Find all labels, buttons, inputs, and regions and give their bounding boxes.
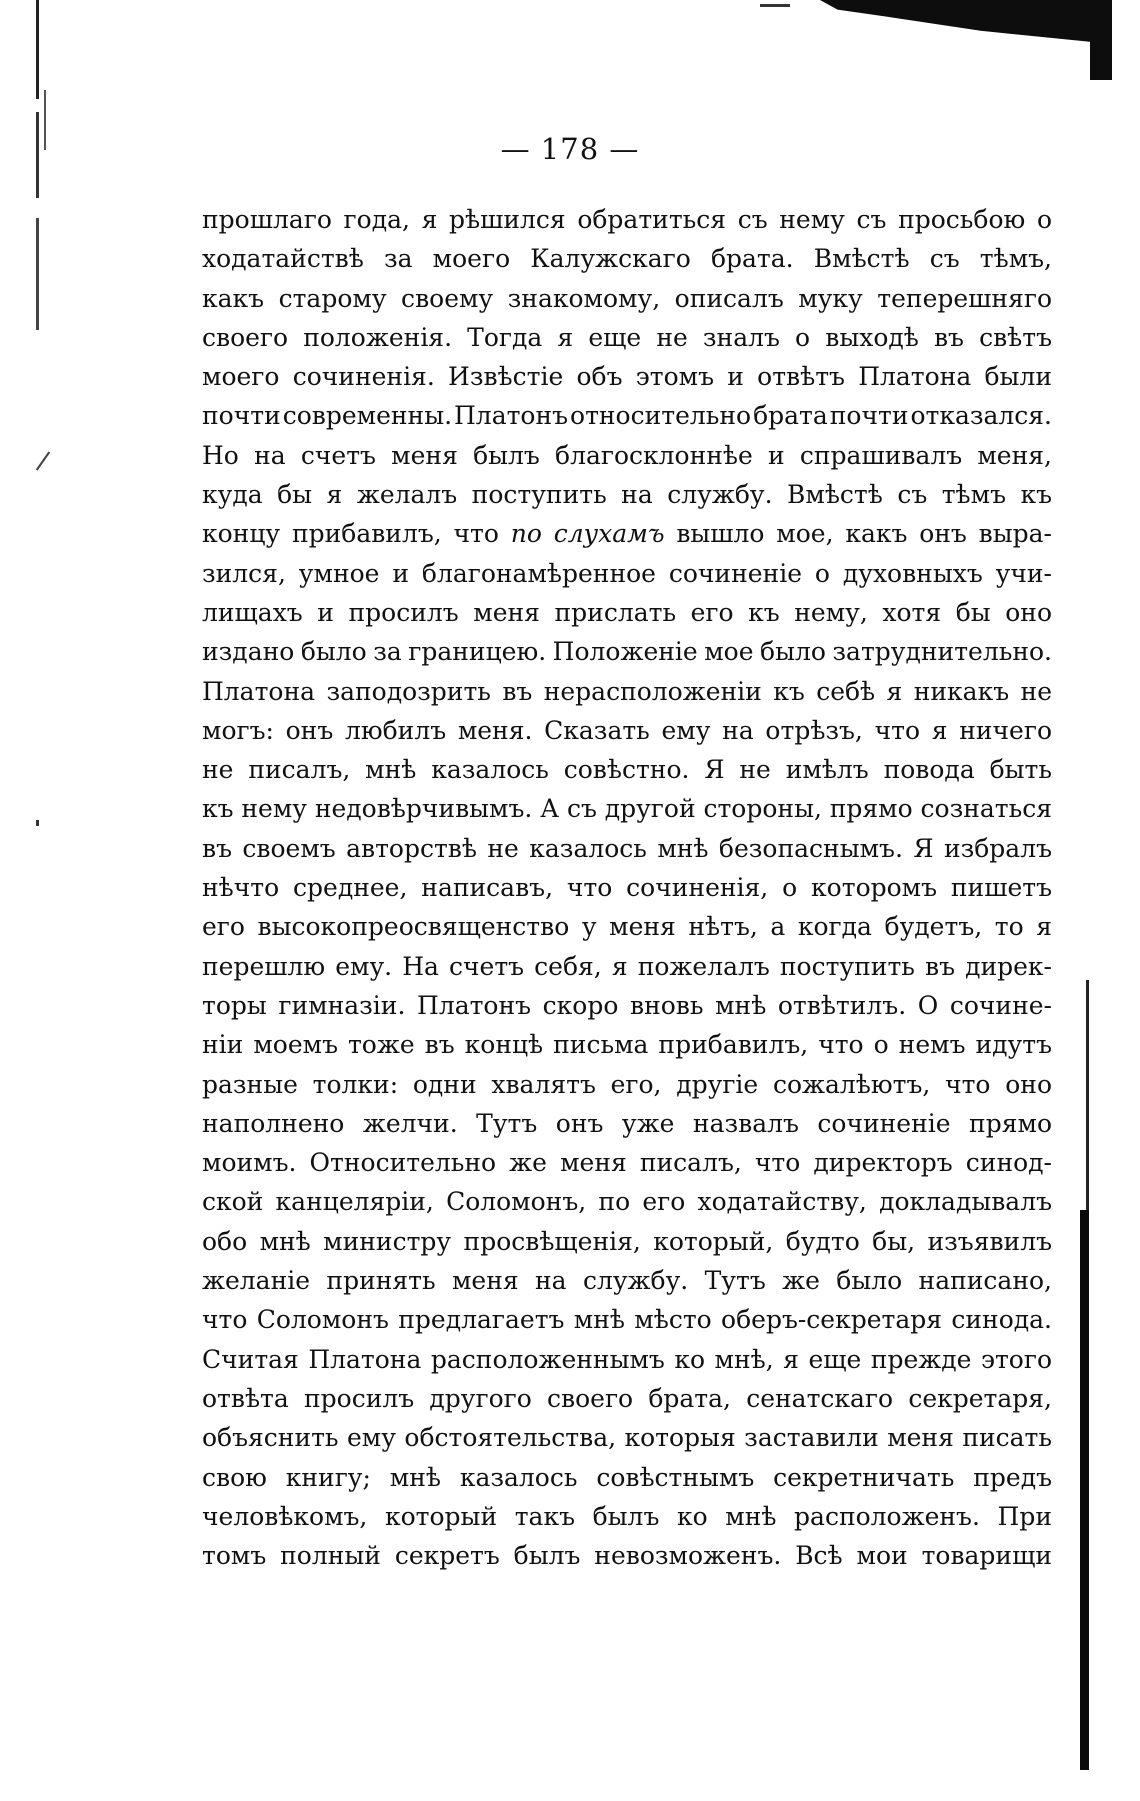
scan-corner-shadow (820, 0, 1112, 44)
text-line: моимъ. Относительно же меня писалъ, что директоръ синод- (202, 1148, 1052, 1178)
text-line: ніи моемъ тоже въ концѣ письма прибавилъ, что о немъ идутъ (202, 1030, 1052, 1060)
text-line: ходатайствѣ за моего Калужскаго брата. Вмѣстѣ съ тѣмъ, (202, 244, 1052, 274)
text-segment: концу прибавилъ, что (202, 519, 511, 549)
text-line: куда бы я желалъ поступить на службу. Вмѣстѣ съ тѣмъ къ (202, 480, 1052, 510)
text-line: желаніе принять меня на службу. Тутъ же было написано, (202, 1266, 1052, 1296)
text-line: что Соломонъ предлагаетъ мнѣ мѣсто оберъ-секретаря синода. (202, 1305, 1052, 1335)
scan-tick-mark (36, 451, 50, 470)
text-line: ской канцеляріи, Соломонъ, по его ходатайству, докладывалъ (202, 1187, 1052, 1217)
text-line: моего сочиненія. Извѣстіе объ этомъ и отвѣтъ Платона были (202, 362, 1052, 392)
text-line: объяснить ему обстоятельства, которыя заставили меня писать (202, 1423, 1052, 1453)
text-line: Считая Платона расположеннымъ ко мнѣ, я еще прежде этого (202, 1344, 1052, 1374)
text-line: почти современны. Платонъ относительно брата почти отказался. (202, 401, 1052, 431)
scan-edge-right-thin (1086, 980, 1089, 1220)
text-line: свою книгу; мнѣ казалось совѣстнымъ секретничать предъ (202, 1462, 1052, 1492)
body-text (202, 200, 1052, 1575)
text-line: наполнено желчи. Тутъ онъ уже назвалъ сочиненіе прямо (202, 1108, 1052, 1138)
text-line: какъ старому своему знакомому, описалъ муку теперешняго (202, 283, 1052, 313)
text-line: обо мнѣ министру просвѣщенія, который, будто бы, изъявилъ (202, 1226, 1052, 1256)
text-line: не писалъ, мнѣ казалось совѣстно. Я не имѣлъ повода быть (202, 755, 1052, 785)
text-line: торы гимназіи. Платонъ скоро вновь мнѣ отвѣтилъ. О сочине- (202, 990, 1052, 1020)
text-line: могъ: онъ любилъ меня. Сказать ему на отрѣзъ, что я ничего (202, 715, 1052, 745)
text-line: перешлю ему. На счетъ себя, я пожелалъ поступить въ дирек- (202, 951, 1052, 981)
scan-edge-right (1080, 1210, 1089, 1770)
page-number: — 178 — (500, 132, 640, 166)
text-line: къ нему недовѣрчивымъ. А съ другой стороны, прямо сознаться (202, 794, 1052, 824)
text-line: Но на счетъ меня былъ благосклоннѣе и спрашивалъ меня, (202, 440, 1052, 470)
text-line: разные толки: одни хвалятъ его, другіе сожалѣютъ, что оно (202, 1069, 1052, 1099)
text-line: его высокопреосвященство у меня нѣтъ, а когда будетъ, то я (202, 912, 1052, 942)
text-line: нѣчто среднее, написавъ, что сочиненія, о которомъ пишетъ (202, 873, 1052, 903)
text-line: отвѣта просилъ другого своего брата, сенатскаго секретаря, (202, 1383, 1052, 1413)
text-segment: вышло мое, какъ онъ выра- (664, 519, 1052, 549)
text-line: человѣкомъ, который такъ былъ ко мнѣ расположенъ. При (202, 1501, 1052, 1531)
text-line: прошлаго года, я рѣшился обратиться съ нему съ просьбою о (202, 205, 1052, 234)
text-line: зился, умное и благонамѣренное сочиненіе о духовныхъ учи- (202, 558, 1052, 588)
text-line: Платона заподозрить въ нерасположеніи къ себѣ я никакъ не (202, 676, 1052, 706)
scan-dot-mark (36, 820, 39, 826)
text-line: лищахъ и просилъ меня прислать его къ нему, хотя бы оно (202, 597, 1052, 627)
italic-phrase: по слухамъ (510, 519, 665, 549)
text-line: издано было за границею. Положеніе мое было затруднительно. (202, 637, 1052, 667)
scan-top-dash (760, 4, 790, 7)
text-line-with-italic (202, 514, 1052, 553)
text-line: томъ полный секретъ былъ невозможенъ. Всѣ мои товарищи (202, 1541, 1052, 1571)
text-line: своего положенія. Тогда я еще не зналъ о выходѣ въ свѣтъ (202, 322, 1052, 352)
scan-corner-shadow-edge (1090, 0, 1112, 80)
text-line: въ своемъ авторствѣ не казалось мнѣ безопаснымъ. Я избралъ (202, 833, 1052, 863)
